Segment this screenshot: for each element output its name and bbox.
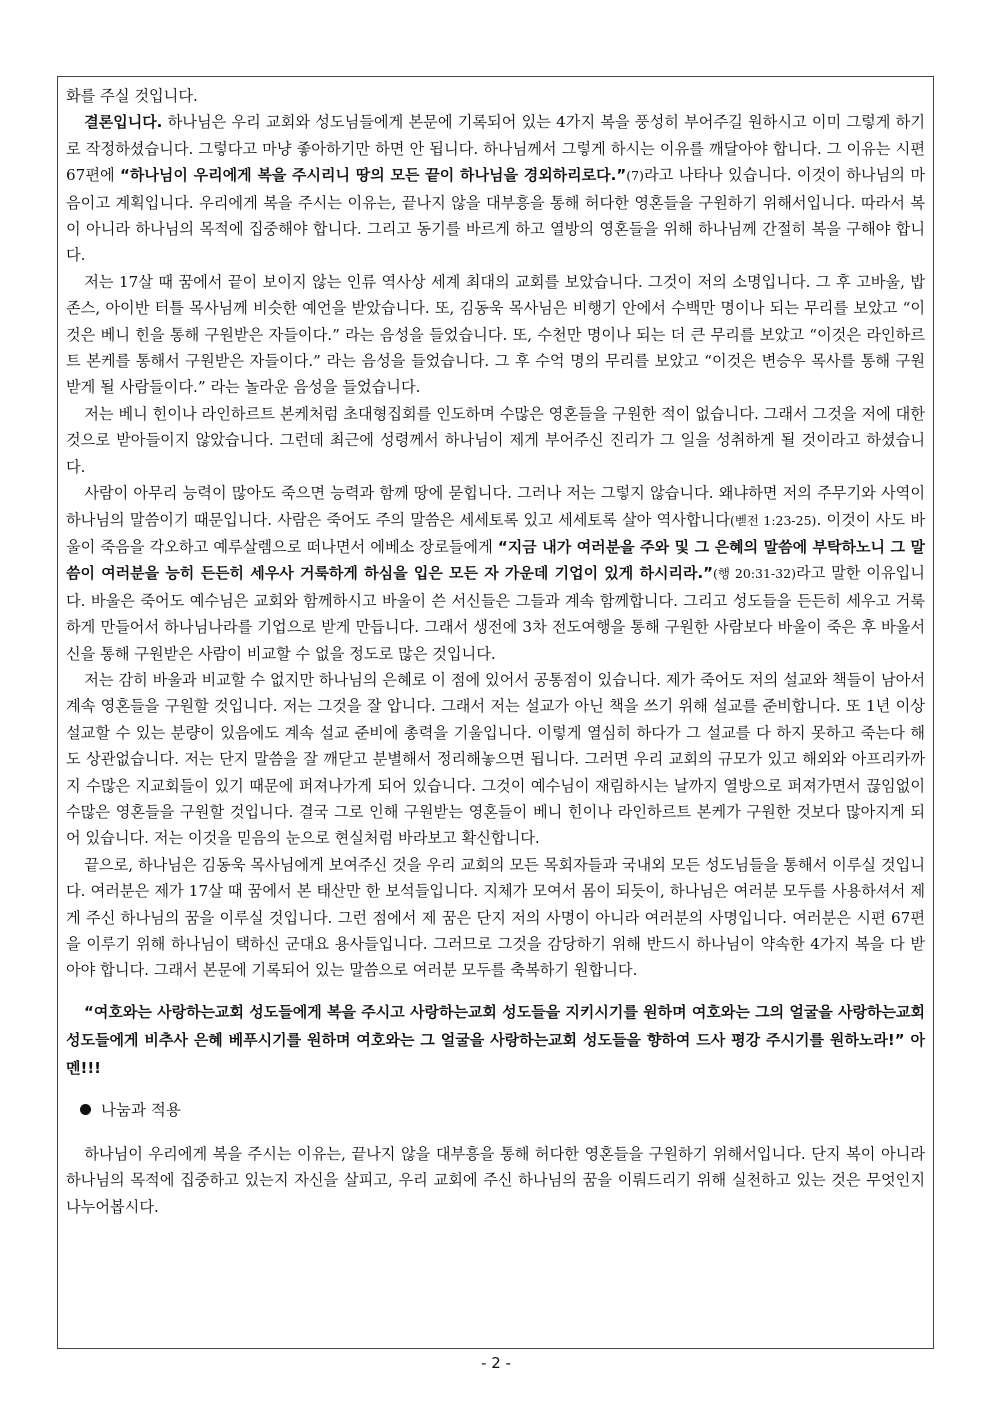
paragraph-1: 화를 주실 것입니다. xyxy=(66,87,198,105)
psalm-quote: “하나님이 우리에게 복을 주시리니 땅의 모든 끝이 하나님을 경외하리로다.” xyxy=(120,166,627,185)
paragraph-text: 하나님은 우리 교회와 성도님들에게 본문에 기록되어 있는 4가지 복을 풍성히 부어주길 원하시고 이미 그렇게 하기로 작정하셨습니다. 그렇다고 마냥 좋아하기만 하면 안 됩니다. 하나님께서 그렇게 하시는 이유를 깨달아야 합니다. 그 이유는 시편 67편에 xyxy=(66,113,925,185)
paragraph-paul: 저는 감히 바울과 비교할 수 없지만 하나님의 은혜로 이 점에 있어서 공통점이 있습니다. 제가 죽어도 저의 설교와 책들이 남아서 계속 영혼들을 구원할 것입니다. 저는 그것을 잘 압니다. 그래서 저는 설교가 아닌 책을 쓰기 위해 설교를 준비합니다. 또 1년 이상 설교할 수 있는 분량이 있음에도 계속 설교 준비에 총력을 기울입니다. 이렇게 열심히 하다가 그 설교를 다 하지 못하고 죽는다 해도 상관없습니다. 저는 단지 말씀을 잘 깨닫고 분별해서 정리해놓으면 됩니다. 그러면 우리 교회의 규모가 있고 해외와 아프리카까지 수많은 지교회들이 있기 때문에 퍼져나가게 되어 있습니다. 그것이 예수님이 재림하시는 날까지 열방으로 퍼져가면서 끊임없이 수많은 영혼들을 구원할 것입니다. 결국 그로 인해 구원받는 영혼들이 베니 힌이나 라인하르트 본케가 구원한 것보다 많아지게 되어 있습니다. 저는 이것을 믿음의 눈으로 현실처럼 바라보고 확신합니다. xyxy=(66,670,925,848)
section-heading xyxy=(66,1097,925,1123)
paragraph-text: . 이것이 사도 바울이 죽음을 각오하고 예루살렘으로 떠나면서 에베소 장로들에게 xyxy=(66,510,926,556)
verse-ref: (행 20:31-32) xyxy=(713,566,796,582)
paragraph-word xyxy=(66,480,925,667)
page-frame xyxy=(57,76,934,1349)
verse-ref: (벧전 1:23-25) xyxy=(729,512,817,528)
section-title: 나눔과 적용 xyxy=(101,1100,181,1119)
paragraph-dream: 저는 17살 때 꿈에서 끝이 보이지 않는 인류 역사상 세계 최대의 교회를 보았습니다. 그것이 저의 소명입니다. 그 후 고바울, 밥 존스, 아이반 터틀 목사님께 비슷한 예언을 받았습니다. 또, 김동욱 목사님은 비행기 안에서 수백만 명이나 되는 무리를 보았고 “이것은 베니 힌을 통해 구원받은 자들이다.” 라는 음성을 들었습니다. 또, 수천만 명이나 되는 더 큰 무리를 보았고 “이것은 라인하르트 본케를 통해서 구원받은 자들이다.” 라는 음성을 들었습니다. 그 후 수억 명의 무리를 보았고 “이것은 변승우 목사를 통해 구원받게 될 사람들이다.” 라는 놀라운 음성을 들었습니다. xyxy=(66,272,925,397)
acts-quote: “지금 내가 여러분을 주와 및 그 은혜의 말씀에 부탁하노니 그 말씀이 여러분을 능히 든든히 세우사 거룩하게 하심을 입은 모든 자 가운데 기업이 있게 하시리라.” xyxy=(66,537,925,583)
blessing-quote: “여호와는 사랑하는교회 성도들에게 복을 주시고 사랑하는교회 성도들을 지키시기를 원하며 여호와는 그의 얼굴을 사랑하는교회 성도들에게 비추사 은혜 베푸시기를 원하며 여호와는 그 얼굴을 사랑하는교회 성도들을 향하여 드사 평강 주시기를 원하노라!” 아멘!!! xyxy=(66,1002,925,1077)
paragraph-benny-hinn: 저는 베니 힌이나 라인하르트 본케처럼 초대형집회를 인도하며 수많은 영혼들을 구원한 적이 없습니다. 그래서 그것을 저에 대한 것으로 받아들이지 않았습니다. 그런데 최근에 성령께서 하나님이 제게 부어주신 진리가 그 일을 성취하게 될 것이라고 하셨습니다. xyxy=(66,404,925,476)
sharing-paragraph: 하나님이 우리에게 복을 주시는 이유는, 끝나지 않을 대부흥을 통해 허다한 영혼들을 구원하기 위해서입니다. 단지 복이 아니라 하나님의 목적에 집중하고 있는지 자신을 살피고, 우리 교회에 주신 하나님의 꿈을 이뤄드리기 위해 실천하고 있는 것은 무엇인지 나누어봅시다. xyxy=(66,1144,925,1216)
paragraph-text: 라고 나타나 있습니다. 이것이 하나님의 마음이고 계획입니다. 우리에게 복을 주시는 이유는, 끝나지 않을 대부흥을 통해 허다한 영혼들을 구원하기 위해서입니다. 따라서 복이 아니라 하나님의 목적에 집중해야 합니다. 그리고 동기를 바르게 하고 열방의 영혼들을 위해 하나님께 간절히 복을 구해야 합니다. xyxy=(66,166,925,265)
page-number: - 2 - xyxy=(481,1354,511,1372)
bullet-icon xyxy=(80,1104,91,1115)
paragraph-text: 라고 말한 이유입니다. 바울은 죽어도 예수님은 교회와 함께하시고 바울이 쓴 서신들은 그들과 계속 함께합니다. 그리고 성도들을 든든히 세우고 거룩하게 만들어서 하나님나라를 기업으로 받게 만듭니다. 그래서 생전에 3차 전도여행을 통해 구원한 사람보다 바울이 죽은 후 바울서신을 통해 구원받은 사람이 비교할 수 없을 정도로 많은 것입니다. xyxy=(66,564,925,663)
paragraph-conclusion xyxy=(66,109,925,268)
verse-ref: (7) xyxy=(626,168,644,184)
conclusion-lead: 결론입니다. xyxy=(84,113,163,132)
paragraph-text: 사람이 아무리 능력이 많아도 죽으면 능력과 함께 땅에 묻힙니다. 그러나 저는 그렇지 않습니다. 왜냐하면 저의 주무기와 사역이 하나님의 말씀이기 때문입니다. 사람은 죽어도 주의 말씀은 세세토록 있고 세세토록 살아 역사합니다 xyxy=(66,484,925,529)
paragraph-finally: 끝으로, 하나님은 김동욱 목사님에게 보여주신 것을 우리 교회의 모든 목회자들과 국내외 모든 성도님들을 통해서 이루실 것입니다. 여러분은 제가 17살 때 꿈에서 본 태산만 한 보석들입니다. 지체가 모여서 몸이 되듯이, 하나님은 여러분 모두를 사용하셔서 제게 주신 하나님의 꿈을 이루실 것입니다. 그런 점에서 제 꿈은 단지 저의 사명이 아니라 여러분의 사명입니다. 여러분은 시편 67편을 이루기 위해 하나님이 택하신 군대요 용사들입니다. 그러므로 그것을 감당하기 위해 반드시 하나님이 약속한 4가지 복을 다 받아야 합니다. 그래서 본문에 기록되어 있는 말씀으로 여러분 모두를 축복하기 원합니다. xyxy=(66,855,925,980)
